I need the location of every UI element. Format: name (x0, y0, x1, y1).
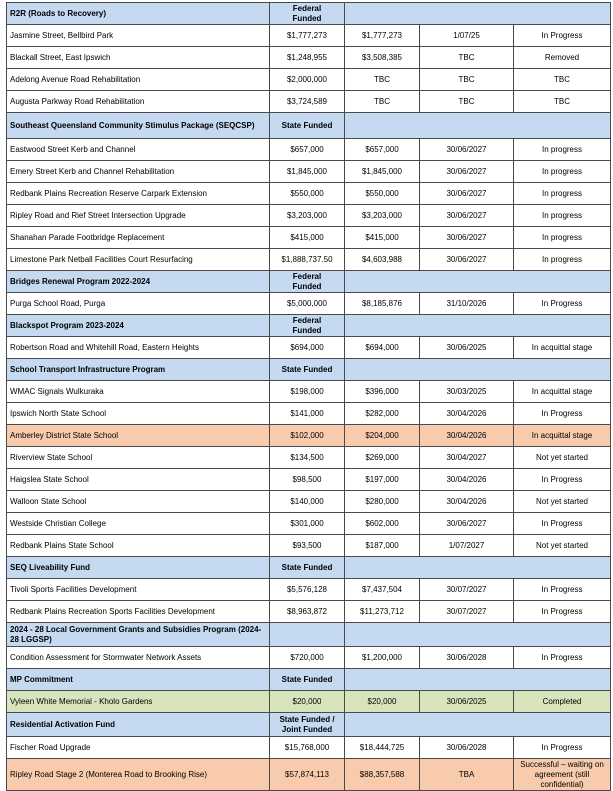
total-cost: $187,000 (345, 535, 420, 557)
project-row (7, 737, 611, 759)
status: In Progress (514, 647, 611, 669)
grant-amount: $720,000 (270, 647, 345, 669)
status: Successful – waiting on agreement (still confidential) (514, 759, 611, 791)
program-header-spacer (345, 623, 611, 647)
total-cost: $657,000 (345, 139, 420, 161)
completion-date: 30/06/2028 (420, 737, 514, 759)
completion-date: 31/10/2026 (420, 293, 514, 315)
grant-amount: $5,576,128 (270, 579, 345, 601)
project-name: Vyleen White Memorial - Kholo Gardens (7, 691, 270, 713)
grant-amount: $8,963,872 (270, 601, 345, 623)
program-header-spacer (345, 557, 611, 579)
project-name: Limestone Park Netball Facilities Court Resurfacing (7, 249, 270, 271)
project-row (7, 491, 611, 513)
project-row (7, 381, 611, 403)
status: In acquittal stage (514, 381, 611, 403)
project-row (7, 139, 611, 161)
completion-date: 30/07/2027 (420, 601, 514, 623)
program-name: SEQ Liveability Fund (7, 557, 270, 579)
project-name: Redbank Plains Recreation Reserve Carpark Extension (7, 183, 270, 205)
project-name: Redbank Plains State School (7, 535, 270, 557)
status: In Progress (514, 513, 611, 535)
program-name: Residential Activation Fund (7, 713, 270, 737)
grant-amount: $20,000 (270, 691, 345, 713)
total-cost: $282,000 (345, 403, 420, 425)
total-cost: $204,000 (345, 425, 420, 447)
total-cost: $20,000 (345, 691, 420, 713)
program-header-row (7, 623, 611, 647)
completion-date: 30/06/2027 (420, 139, 514, 161)
status: Not yet started (514, 491, 611, 513)
completion-date: 30/07/2027 (420, 579, 514, 601)
completion-date: 30/06/2027 (420, 227, 514, 249)
total-cost: $602,000 (345, 513, 420, 535)
funding-type: State Funded (270, 669, 345, 691)
grant-amount: $694,000 (270, 337, 345, 359)
grant-amount: $57,874,113 (270, 759, 345, 791)
total-cost: $197,000 (345, 469, 420, 491)
status: In Progress (514, 403, 611, 425)
status: In Progress (514, 25, 611, 47)
project-name: Adelong Avenue Road Rehabilitation (7, 69, 270, 91)
program-header-spacer (345, 271, 611, 293)
project-name: Condition Assessment for Stormwater Network Assets (7, 647, 270, 669)
funding-table (6, 2, 611, 791)
status: In progress (514, 161, 611, 183)
grant-amount: $1,888,737.50 (270, 249, 345, 271)
total-cost: $1,200,000 (345, 647, 420, 669)
completion-date: 30/06/2025 (420, 691, 514, 713)
project-row (7, 425, 611, 447)
completion-date: 1/07/2027 (420, 535, 514, 557)
total-cost: TBC (345, 91, 420, 113)
total-cost: $4,603,988 (345, 249, 420, 271)
project-name: Jasmine Street, Bellbird Park (7, 25, 270, 47)
project-row (7, 25, 611, 47)
status: In progress (514, 183, 611, 205)
status: Removed (514, 47, 611, 69)
status: Not yet started (514, 447, 611, 469)
grant-amount: $657,000 (270, 139, 345, 161)
status: In acquittal stage (514, 337, 611, 359)
project-name: Augusta Parkway Road Rehabilitation (7, 91, 270, 113)
program-name: 2024 - 28 Local Government Grants and Subsidies Program (2024-28 LGGSP) (7, 623, 270, 647)
completion-date: 30/04/2026 (420, 425, 514, 447)
project-row (7, 69, 611, 91)
project-row (7, 161, 611, 183)
program-header-spacer (345, 3, 611, 25)
completion-date: 30/06/2027 (420, 183, 514, 205)
project-row (7, 469, 611, 491)
project-name: Blackall Street, East Ipswich (7, 47, 270, 69)
grant-amount: $415,000 (270, 227, 345, 249)
project-name: Walloon State School (7, 491, 270, 513)
program-header-spacer (345, 113, 611, 139)
project-row (7, 293, 611, 315)
total-cost: $88,357,588 (345, 759, 420, 791)
total-cost: $8,185,876 (345, 293, 420, 315)
grant-amount: $1,248,955 (270, 47, 345, 69)
project-name: Shanahan Parade Footbridge Replacement (7, 227, 270, 249)
grant-amount: $301,000 (270, 513, 345, 535)
completion-date: 30/03/2025 (420, 381, 514, 403)
funding-type: Federal Funded (270, 3, 345, 25)
completion-date: 30/04/2027 (420, 447, 514, 469)
total-cost: $415,000 (345, 227, 420, 249)
status: Not yet started (514, 535, 611, 557)
grant-amount: $140,000 (270, 491, 345, 513)
total-cost: $1,845,000 (345, 161, 420, 183)
total-cost: $550,000 (345, 183, 420, 205)
completion-date: 30/06/2027 (420, 513, 514, 535)
project-row (7, 759, 611, 791)
program-header-row (7, 557, 611, 579)
completion-date: 30/04/2026 (420, 491, 514, 513)
project-name: Haigslea State School (7, 469, 270, 491)
project-row (7, 91, 611, 113)
status: In progress (514, 227, 611, 249)
project-row (7, 601, 611, 623)
grant-amount: $2,000,000 (270, 69, 345, 91)
total-cost: $269,000 (345, 447, 420, 469)
status: In progress (514, 249, 611, 271)
project-row (7, 403, 611, 425)
program-header-row (7, 713, 611, 737)
project-name: Emery Street Kerb and Channel Rehabilitation (7, 161, 270, 183)
grant-amount: $102,000 (270, 425, 345, 447)
project-name: Tivoli Sports Facilities Development (7, 579, 270, 601)
project-name: Fischer Road Upgrade (7, 737, 270, 759)
project-row (7, 183, 611, 205)
project-name: Eastwood Street Kerb and Channel (7, 139, 270, 161)
funding-table-body (7, 3, 611, 791)
grant-amount: $93,500 (270, 535, 345, 557)
completion-date: 30/06/2025 (420, 337, 514, 359)
completion-date: TBC (420, 47, 514, 69)
grant-amount: $98,500 (270, 469, 345, 491)
project-row (7, 249, 611, 271)
grant-amount: $141,000 (270, 403, 345, 425)
project-name: Robertson Road and Whitehill Road, Eastern Heights (7, 337, 270, 359)
project-row (7, 535, 611, 557)
status: In progress (514, 205, 611, 227)
funding-type: Federal Funded (270, 271, 345, 293)
program-header-row (7, 271, 611, 293)
grant-amount: $15,768,000 (270, 737, 345, 759)
total-cost: $11,273,712 (345, 601, 420, 623)
program-header-spacer (345, 359, 611, 381)
program-header-row (7, 359, 611, 381)
program-header-spacer (345, 713, 611, 737)
grant-amount: $5,000,000 (270, 293, 345, 315)
project-row (7, 47, 611, 69)
completion-date: 1/07/25 (420, 25, 514, 47)
status: TBC (514, 91, 611, 113)
project-row (7, 227, 611, 249)
total-cost: $18,444,725 (345, 737, 420, 759)
program-name: Blackspot Program 2023-2024 (7, 315, 270, 337)
status: In Progress (514, 601, 611, 623)
total-cost: $694,000 (345, 337, 420, 359)
completion-date: 30/04/2026 (420, 403, 514, 425)
completion-date: 30/06/2027 (420, 249, 514, 271)
total-cost: $280,000 (345, 491, 420, 513)
grant-amount: $550,000 (270, 183, 345, 205)
project-name: Ripley Road and Rief Street Intersection Upgrade (7, 205, 270, 227)
completion-date: TBC (420, 91, 514, 113)
project-name: Westside Christian College (7, 513, 270, 535)
funding-type: Federal Funded (270, 315, 345, 337)
completion-date: TBA (420, 759, 514, 791)
program-name: Southeast Queensland Community Stimulus Package (SEQCSP) (7, 113, 270, 139)
grant-amount: $3,724,589 (270, 91, 345, 113)
program-name: R2R (Roads to Recovery) (7, 3, 270, 25)
funding-type: State Funded (270, 113, 345, 139)
project-row (7, 647, 611, 669)
completion-date: 30/06/2027 (420, 205, 514, 227)
program-name: MP Commitment (7, 669, 270, 691)
project-row (7, 447, 611, 469)
status: In Progress (514, 579, 611, 601)
project-row (7, 337, 611, 359)
total-cost: $7,437,504 (345, 579, 420, 601)
program-header-row (7, 3, 611, 25)
completion-date: 30/06/2028 (420, 647, 514, 669)
project-row (7, 205, 611, 227)
completion-date: 30/04/2026 (420, 469, 514, 491)
total-cost: $396,000 (345, 381, 420, 403)
program-header-spacer (345, 669, 611, 691)
project-row (7, 579, 611, 601)
program-header-spacer (345, 315, 611, 337)
project-name: Ipswich North State School (7, 403, 270, 425)
status: In progress (514, 139, 611, 161)
status: Completed (514, 691, 611, 713)
grant-amount: $134,500 (270, 447, 345, 469)
status: In Progress (514, 737, 611, 759)
project-name: Redbank Plains Recreation Sports Facilities Development (7, 601, 270, 623)
grant-amount: $1,777,273 (270, 25, 345, 47)
project-name: Riverview State School (7, 447, 270, 469)
total-cost: $3,508,385 (345, 47, 420, 69)
total-cost: $1,777,273 (345, 25, 420, 47)
total-cost: TBC (345, 69, 420, 91)
total-cost: $3,203,000 (345, 205, 420, 227)
funding-type: State Funded (270, 359, 345, 381)
completion-date: 30/06/2027 (420, 161, 514, 183)
program-name: Bridges Renewal Program 2022-2024 (7, 271, 270, 293)
project-row (7, 691, 611, 713)
program-header-row (7, 315, 611, 337)
funding-type: State Funded (270, 557, 345, 579)
grant-amount: $1,845,000 (270, 161, 345, 183)
grant-amount: $3,203,000 (270, 205, 345, 227)
status: TBC (514, 69, 611, 91)
project-name: Purga School Road, Purga (7, 293, 270, 315)
program-header-row (7, 113, 611, 139)
project-name: Ripley Road Stage 2 (Monterea Road to Brooking Rise) (7, 759, 270, 791)
status: In Progress (514, 293, 611, 315)
program-name: School Transport Infrastructure Program (7, 359, 270, 381)
project-row (7, 513, 611, 535)
status: In Progress (514, 469, 611, 491)
grant-amount: $198,000 (270, 381, 345, 403)
project-name: WMAC Signals Wulkuraka (7, 381, 270, 403)
program-header-row (7, 669, 611, 691)
funding-type: State Funded / Joint Funded (270, 713, 345, 737)
status: In acquittal stage (514, 425, 611, 447)
completion-date: TBC (420, 69, 514, 91)
project-name: Amberley District State School (7, 425, 270, 447)
funding-type (270, 623, 345, 647)
